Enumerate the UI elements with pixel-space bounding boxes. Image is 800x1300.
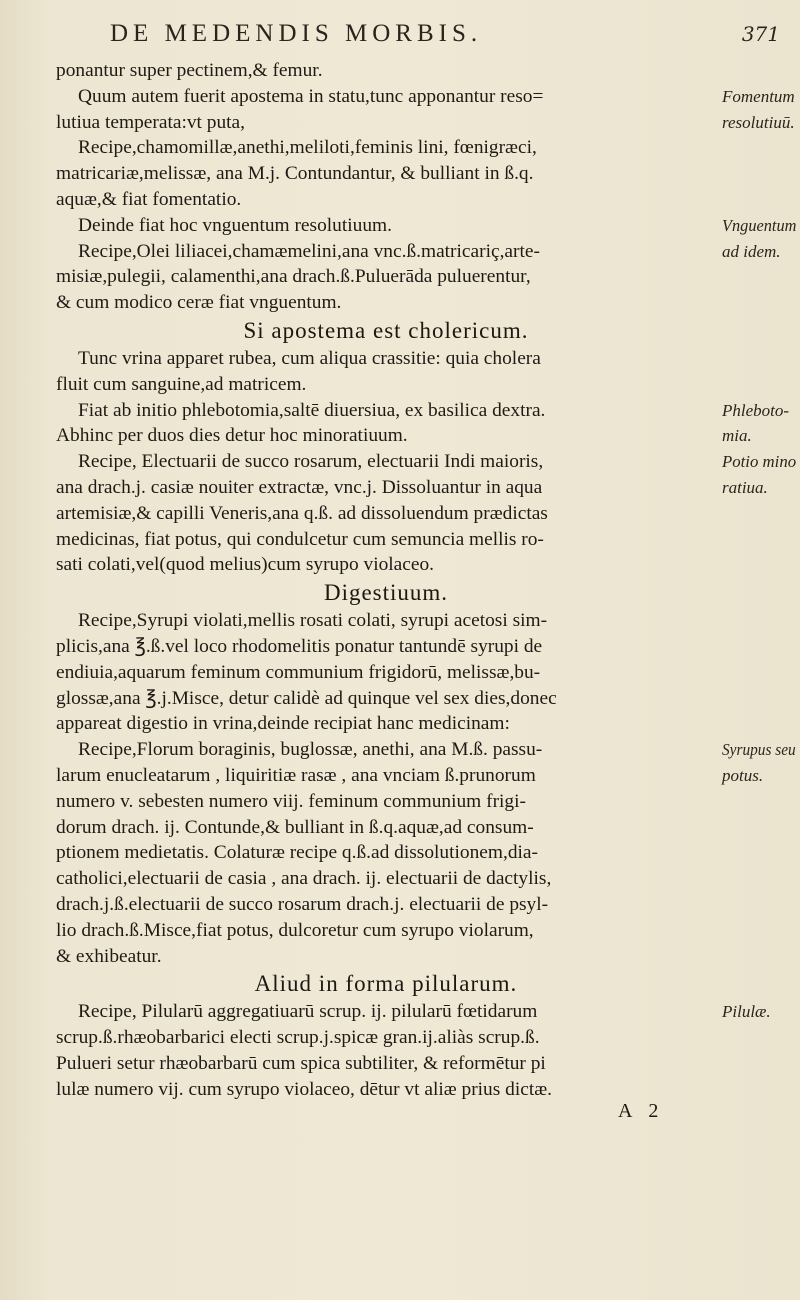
margin-note: resolutiuū.: [722, 112, 795, 132]
text-line: fluit cum sanguine,ad matricem.: [56, 373, 307, 395]
text-line: lio drach.ß.Misce,fiat potus, dulcoretur cum syrupo violarum,: [56, 919, 534, 941]
section-heading: Digestiuum.: [323, 580, 449, 606]
text-line: numero v. sebesten numero viij. feminum communium frigi-: [56, 790, 526, 812]
text-line: catholici,electuarii de casia , ana drach. ij. electuarii de dactylis,: [56, 868, 552, 890]
margin-note: potus.: [722, 766, 764, 785]
section-heading: Si apostema est cholericum.: [243, 317, 529, 343]
text-line: Recipe,Olei liliacei,chamæmelini,ana vnc.ß.matricariç,arte-: [78, 240, 540, 262]
text-line: Abhinc per duos dies detur hoc minoratiuum.: [56, 425, 408, 447]
page-header: [110, 20, 780, 56]
text-line: Recipe,Florum boraginis, buglossæ, anethi, ana M.ß. passu-: [78, 739, 543, 761]
text-line: matricariæ,melissæ, ana M.j. Contundantur, & bulliant in ß.q.: [56, 163, 534, 185]
page-number: 371: [741, 22, 780, 46]
text-line: glossæ,ana ℥.j.Misce, detur calidè ad quinque vel sex dies,donec: [56, 687, 557, 709]
margin-note: Pilulæ.: [722, 1002, 771, 1022]
text-line: lulæ numero vij. cum syrupo violaceo, dētur vt aliæ prius dictæ.: [56, 1078, 553, 1100]
margin-note: ratiua.: [722, 478, 768, 497]
text-line: Recipe,Syrupi violati,mellis rosati colati, syrupi acetosi sim-: [78, 610, 548, 632]
text-line: scrup.ß.rhæobarbarici electi scrup.j.spicæ gran.ij.aliàs scrup.ß.: [56, 1027, 540, 1049]
margin-note: mia.: [722, 426, 752, 446]
text-line: Pulueri setur rhæobarbarū cum spica subtiliter, & reformētur pi: [56, 1052, 546, 1074]
margin-note: Fomentum: [722, 86, 795, 106]
text-line: misiæ,pulegii, calamenthi,ana drach.ß.Puluerāda puluerentur,: [56, 266, 531, 288]
text-line: Fiat ab initio phlebotomia,saltē diuersiua, ex basilica dextra.: [78, 399, 546, 421]
running-head: DE MEDENDIS MORBIS.: [110, 20, 483, 47]
text-line: Tunc vrina apparet rubea, cum aliqua crassitie: quia cholera: [78, 347, 541, 369]
margin-note: Potio mino: [722, 452, 797, 472]
text-line: ptionem medietatis. Colaturæ recipe q.ß.ad dissolutionem,dia-: [56, 842, 538, 864]
text-line: Recipe, Electuarii de succo rosarum, electuarii Indi maioris,: [78, 451, 544, 473]
text-line: Quum autem fuerit apostema in statu,tunc apponantur reso=: [78, 85, 544, 107]
text-line: plicis,ana ℥.ß.vel loco rhodomelitis ponatur tantundē syrupi de: [56, 635, 543, 657]
text-line: Recipe,chamomillæ,anethi,meliloti,feminis lini, fœnigræci,: [78, 137, 537, 159]
text-line: Deinde fiat hoc vnguentum resolutiuum.: [78, 214, 392, 236]
margin-note: Syrupus seu: [722, 740, 796, 760]
text-line: & exhibeatur.: [56, 945, 162, 967]
text-line: aquæ,& fiat fomentatio.: [56, 188, 242, 210]
signature-mark: A 2: [618, 1100, 665, 1122]
text-line: lutiua temperata:vt puta,: [56, 111, 245, 133]
text-line: Recipe, Pilularū aggregatiuarū scrup. ij. pilularū fœtidarum: [78, 1001, 538, 1023]
text-line: dorum drach. ij. Contunde,& bulliant in ß.q.aquæ,ad consum-: [56, 816, 534, 838]
text-line: artemisiæ,& capilli Veneris,ana q.ß. ad dissoluendum prædictas: [56, 502, 548, 524]
text-line: ana drach.j. casiæ nouiter extractæ, vnc.j. Dissoluantur in aqua: [56, 476, 543, 498]
text-line: sati colati,vel(quod melius)cum syrupo violaceo.: [56, 554, 435, 576]
text-line: endiuia,aquarum feminum communium frigidorū, melissæ,bu-: [56, 661, 541, 683]
text-line: medicinas, fiat potus, qui condulcetur cum semuncia mellis ro-: [56, 528, 544, 550]
text-line: larum enucleatarum , liquiritiæ rasæ , ana vnciam ß.prunorum: [56, 764, 536, 786]
text-line: & cum modico ceræ fiat vnguentum.: [56, 292, 342, 314]
main-text: [56, 58, 716, 1102]
text-line: drach.j.ß.electuarii de succo rosarum drach.j. electuarii de psyl-: [56, 893, 549, 915]
margin-note: ad idem.: [722, 241, 781, 261]
margin-note: Vnguentum: [722, 215, 797, 235]
section-heading: Aliud in forma pilularum.: [254, 971, 518, 997]
text-line: appareat digestio in vrina,deinde recipiat hanc medicinam:: [56, 713, 510, 735]
text-line: ponantur super pectinem,& femur.: [56, 60, 323, 81]
margin-note: Phleboto-: [722, 400, 790, 420]
